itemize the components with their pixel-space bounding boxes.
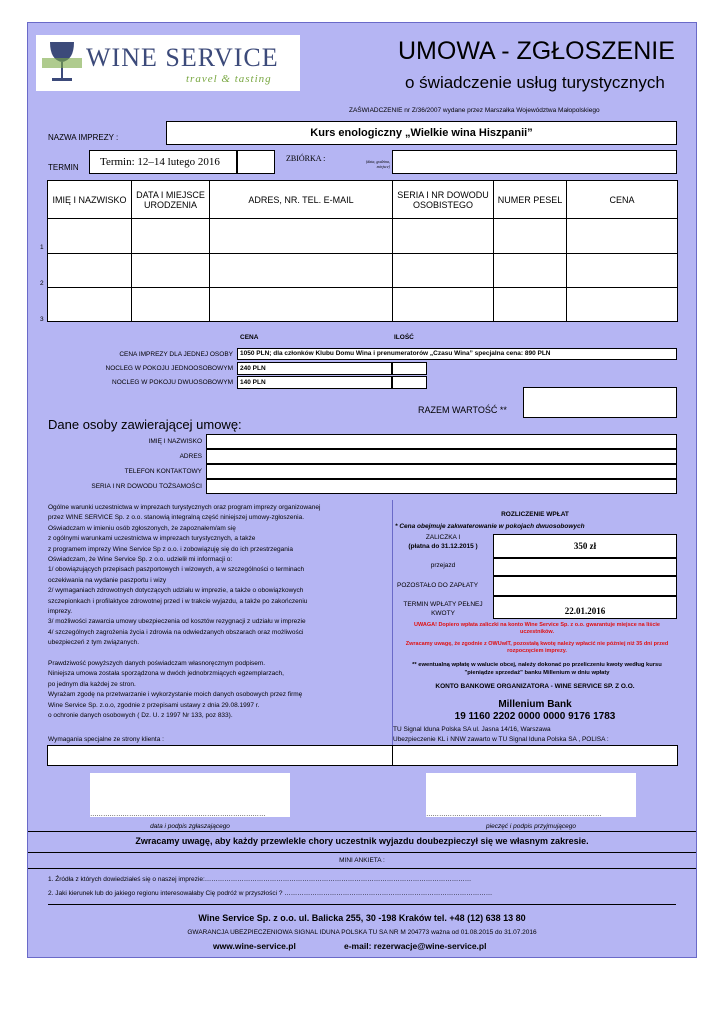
table-cell[interactable]	[48, 219, 132, 253]
footer-website[interactable]: www.wine-service.pl	[213, 941, 296, 951]
party-address-field[interactable]	[206, 449, 677, 464]
page-title: UMOWA - ZGŁOSZENIE	[398, 37, 675, 65]
deadline-label: TERMIN WPŁATY PEŁNEJ	[403, 601, 483, 608]
table-cell[interactable]	[393, 219, 494, 253]
warning-remaining: Zwracamy uwagę, że zgodnie z OWUwIT, pozostałą kwotę należy wpłacić nie później niż 35 dni przed rozpoczęciem imprezy.	[405, 641, 669, 654]
footer-guarantee: GWARANCJA UBEZPIECZENIOWA SIGNAL IDUNA POLSKA TU SA NR M 204773 ważna od 01.08.2015 do 31.07.2016	[187, 929, 537, 936]
divider	[392, 500, 393, 745]
certificate-text: ZAŚWIADCZENIE nr Z/36/2007 wydane przez Marszałka Województwa Małopolskiego	[349, 107, 600, 114]
table-row	[48, 287, 678, 321]
party-field-label: IMIĘ I NAZWISKO	[148, 438, 202, 445]
footer-email[interactable]: e-mail: rezerwacje@wine-service.pl	[344, 941, 487, 951]
table-cell[interactable]	[132, 253, 210, 287]
divider	[392, 745, 393, 766]
col-header-price: CENA	[567, 181, 678, 219]
divider	[28, 852, 696, 853]
signature-caption-right: pieczęć i podpis przyjmującego	[486, 823, 576, 830]
price-header: CENA	[240, 334, 259, 341]
divider	[28, 831, 696, 832]
payment-title: ROZLICZENIE WPŁAT	[501, 511, 569, 518]
price-row-value[interactable]: 1050 PLN; dla członków Klubu Domu Wina i prenumeratorów „Czasu Wina” specjalna cena: 890 PLN	[237, 348, 677, 360]
logo	[36, 35, 300, 91]
event-name-label: NAZWA IMPREZY :	[48, 133, 119, 142]
table-cell[interactable]	[494, 253, 567, 287]
table-cell[interactable]	[393, 253, 494, 287]
terms-line: imprezy.	[48, 608, 73, 616]
account-number: 19 1160 2202 0000 0000 9176 1783	[454, 711, 616, 722]
terms-line: przez WINE SERVICE Sp. z o.o. stanowią integralną część niniejszej umowy-zgłoszenia.	[48, 514, 305, 522]
total-field[interactable]	[523, 387, 677, 418]
terms-line: 4/ szczególnych zagrożenia życia i zdrowia na odwiedzanych obszarach oraz możliwości	[48, 628, 304, 636]
terms-line: oczekiwania na wydanie paszportu i wizy	[48, 576, 167, 584]
price-row-value[interactable]: 240 PLN	[237, 362, 392, 375]
terms-line: z ogólnymi warunkami uczestnictwa w imprezach turystycznych, a także	[48, 535, 256, 543]
insurer-text: TU Signal Iduna Polska SA ul. Jasna 14/16, Warszawa	[393, 726, 551, 733]
term-label: TERMIN	[48, 163, 79, 172]
footer-company: Wine Service Sp. z o.o. ul. Balicka 255, 30 -198 Kraków tel. +48 (12) 638 13 80	[198, 913, 526, 923]
account-title: KONTO BANKOWE ORGANIZATORA - WINE SERVICE SP. Z O.O.	[435, 683, 635, 690]
advance-field[interactable]: 350 zł	[493, 534, 677, 558]
transport-label: przejazd	[430, 562, 456, 569]
terms-line: z programem imprezy Wine Service Sp z o.o. i zobowiązuję się do ich przestrzegania	[48, 545, 293, 553]
special-requirements-field[interactable]	[47, 745, 678, 766]
terms-line	[48, 649, 388, 659]
insurance-note: Ubezpieczenie KL i NNW zawarto w TU Signal Iduna Polska SA , POLISA :	[393, 736, 609, 743]
party-field-label: SERIA I NR DOWODU TOŻSAMOŚCI	[91, 483, 202, 490]
bank-name: Millenium Bank	[498, 699, 572, 710]
term-extra-field[interactable]	[237, 150, 275, 174]
terms-line: Niniejsza umowa została sporządzona w dwóch jednobrzmiących egzemplarzach,	[48, 670, 284, 678]
row-number: 1	[40, 244, 44, 251]
survey-question-2[interactable]: 2. Jaki kierunek lub do jakiego regionu interesowałaby Cię podróż w przyszłości ? ……………………………………………………………………………………	[48, 890, 493, 897]
terms-line: 3/ możliwości zawarcia umowy ubezpieczenia od kosztów rezygnacji z udziału w imprezie	[48, 618, 306, 626]
deadline-label: KWOTY	[431, 610, 455, 617]
event-name-field[interactable]: Kurs enologiczny „Wielkie wina Hiszpanii”	[166, 121, 677, 145]
table-cell[interactable]	[494, 219, 567, 253]
terms-line: Prawdziwość powyższych danych poświadczam własnoręcznym podpisem.	[48, 660, 266, 668]
table-cell[interactable]	[567, 219, 678, 253]
participants-header-row	[48, 181, 678, 219]
col-header-pesel: NUMER PESEL	[494, 181, 567, 219]
col-header-name: IMIĘ I NAZWISKO	[48, 181, 132, 219]
table-cell[interactable]	[48, 287, 132, 321]
quantity-field[interactable]	[392, 376, 427, 389]
terms-line: Wyrażam zgodę na przetwarzanie i wykorzystanie moich danych osobowych przez firmę	[48, 691, 303, 699]
row-number: 2	[40, 280, 44, 287]
price-row-label: NOCLEG W POKOJU JEDNOOSOBOWYM	[105, 365, 233, 372]
table-cell[interactable]	[210, 287, 393, 321]
terms-line: Oświadczam w imieniu osób zgłoszonych, że zapoznałem/am się	[48, 524, 236, 532]
signature-caption-left: data i podpis zgłaszającego	[150, 823, 230, 830]
party-id-field[interactable]	[206, 479, 677, 494]
col-header-address: ADRES, NR. TEL. E-MAIL	[210, 181, 393, 219]
col-header-id: SERIA I NR DOWODU OSOBISTEGO	[393, 181, 494, 219]
contract-party-title: Dane osoby zawierającej umowę:	[48, 417, 242, 432]
party-phone-field[interactable]	[206, 464, 677, 479]
table-cell[interactable]	[567, 253, 678, 287]
table-cell[interactable]	[210, 253, 393, 287]
signature-dots: ………………………………………………………………………	[90, 811, 266, 818]
special-requirements-label: Wymagania specjalne ze strony klienta :	[48, 736, 164, 743]
quantity-header: ILOŚĆ	[394, 334, 414, 341]
terms-line: Oświadczam, że Wine Service Sp. z o.o. udzielił mi informacji o:	[48, 556, 233, 564]
row-number: 3	[40, 316, 44, 323]
terms-line: o ochronie danych osobowych ( Dz. U. z 1997 Nr 133, poz 833).	[48, 712, 233, 720]
party-field-label: ADRES	[179, 453, 202, 460]
terms-text	[48, 503, 388, 722]
price-row-label: CENA IMPREZY DLA JEDNEJ OSOBY	[119, 351, 233, 358]
quantity-field[interactable]	[392, 362, 427, 375]
table-cell[interactable]	[494, 287, 567, 321]
deadline-field[interactable]: 22.01.2016	[493, 596, 677, 619]
terms-line: szczepionkach i profilaktyce zdrowotnej przed i w trakcie wyjazdu, a także po zakończeniu	[48, 597, 308, 605]
advance-deadline-label: (płatna do 31.12.2015 )	[408, 543, 478, 550]
total-label: RAZEM WARTOŚĆ **	[418, 405, 507, 415]
warning-advance: UWAGA! Dopiero wpłata zaliczki na konto Wine Service Sp. z o.o. gwarantuje miejsce na liście uczestników.	[414, 622, 660, 635]
table-cell[interactable]	[132, 219, 210, 253]
terms-line: Ogólne warunki uczestnictwa w imprezach turystycznych oraz program imprezy organizowanej	[48, 504, 321, 511]
remaining-label: POZOSTAŁO DO ZAPŁATY	[397, 582, 479, 589]
page-subtitle: o świadczenie usług turystycznych	[405, 73, 665, 92]
meeting-field[interactable]	[392, 150, 677, 174]
terms-line: po jednym dla każdej ze stron.	[48, 680, 136, 688]
table-row	[48, 253, 678, 287]
survey-question-1[interactable]: 1. Źródła z których dowiedziałeś się o naszej imprezie:……………………………………………………………………………………………………………	[48, 876, 472, 883]
table-cell[interactable]	[48, 253, 132, 287]
transport-field[interactable]	[493, 558, 677, 576]
signature-dots: ………………………………………………………………………	[426, 811, 602, 818]
divider	[48, 904, 676, 905]
remaining-field[interactable]	[493, 576, 677, 596]
table-cell[interactable]	[393, 287, 494, 321]
terms-line: ubezpieczeń z tym związanych.	[48, 639, 140, 647]
price-row-label: NOCLEG W POKOJU DWUOSOBOWYM	[112, 379, 233, 386]
chronic-illness-notice: Zwracamy uwagę, aby każdy przewlekle chory uczestnik wyjazdu doubezpieczył się we własnym zakresie.	[135, 836, 589, 846]
logo-main-text: WINE SERVICE	[86, 43, 279, 72]
terms-line: Wine Service Sp. z.o.o, zgodnie z przepisami ustawy z dnia 29.08.1997 r.	[48, 701, 260, 709]
party-field-label: TELEFON KONTAKTOWY	[124, 468, 202, 475]
advance-label: ZALICZKA I	[425, 534, 461, 541]
survey-title: MINI ANKIETA :	[339, 857, 385, 864]
form-sheet	[27, 22, 697, 958]
participants-table	[47, 180, 678, 322]
table-row	[48, 219, 678, 253]
meeting-label: ZBIÓRKA :	[286, 154, 326, 163]
foreign-currency-note: ** ewentualną wpłatę w walucie obcej, należy dokonać po przeliczeniu kwoty według kursu "pieniądze sprzedaż" banku Millenium w dniu wpłaty	[412, 662, 662, 676]
price-row-value[interactable]: 140 PLN	[237, 376, 392, 389]
logo-sub-text: travel & tasting	[186, 73, 272, 85]
meeting-hint: (data, godzina, miejsce)	[365, 159, 390, 169]
terms-line: 1/ obowiązujących przepisach paszportowych i wizowych, a w szczególności o terminach	[48, 566, 305, 574]
table-cell[interactable]	[132, 287, 210, 321]
wine-glass-icon	[42, 38, 82, 88]
term-field[interactable]: Termin: 12–14 lutego 2016	[89, 150, 237, 174]
payment-note: * Cena obejmuje zakwaterowanie w pokojach dwuosobowych	[395, 523, 585, 530]
table-cell[interactable]	[210, 219, 393, 253]
col-header-birth: DATA I MIEJSCE URODZENIA	[132, 181, 210, 219]
party-name-field[interactable]	[206, 434, 677, 449]
divider	[28, 868, 696, 869]
table-cell[interactable]	[567, 287, 678, 321]
terms-line: 2/ wymaganiach zdrowotnych dotyczących udziału w imprezie, a także o obowiązkowych	[48, 587, 304, 595]
